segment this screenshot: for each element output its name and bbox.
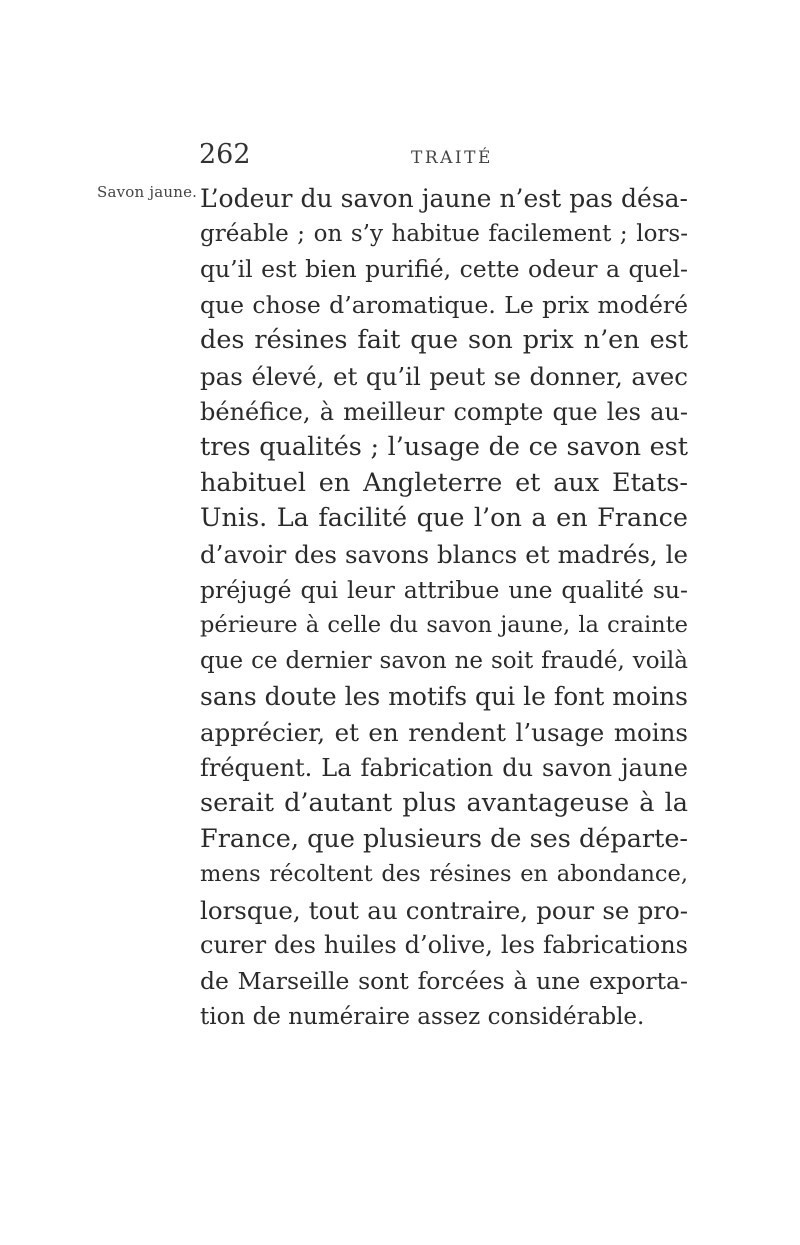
text-line: que ce dernier savon ne soit fraudé, voilà (200, 647, 688, 674)
text-line: tres qualités ; l’usage de ce savon est (200, 432, 688, 463)
text-line: préjugé qui leur attribue une qualité su- (200, 575, 688, 604)
text-line: sans doute les motifs qui le font moins (200, 682, 688, 712)
body-text (200, 181, 688, 1035)
text-line: pas élevé, et qu’il peut se donner, avec (200, 361, 688, 391)
text-line: qu’il est bien purifié, cette odeur a quel- (200, 255, 688, 284)
text-line: apprécier, et en rendent l’usage moins (200, 717, 688, 747)
text-line: habituel en Angleterre et aux Etats- (200, 467, 688, 498)
text-line: France, que plusieurs de ses départe- (200, 823, 689, 854)
text-line: mens récoltent des résines en abondance, (200, 861, 688, 888)
text-line: L’odeur du savon jaune n’est pas désa- (200, 184, 688, 213)
text-line: des résines fait que son prix n’en est (200, 325, 688, 356)
text-line: d’avoir des savons blancs et madrés, le (200, 539, 688, 569)
text-line: périeure à celle du savon jaune, la crainte (200, 612, 688, 639)
text-line: lorsque, tout au contraire, pour se pro- (200, 895, 688, 925)
text-line: bénéfice, à meilleur compte que les au- (200, 397, 688, 426)
text-line: serait d’autant plus avantageuse à la (200, 788, 688, 819)
text-line: tion de numéraire assez considérable. (200, 1003, 645, 1030)
running-head: TRAITÉ (411, 148, 493, 168)
marginal-note: Savon jaune. (97, 183, 198, 201)
text-line: curer des huiles d’olive, les fabrications (200, 931, 688, 960)
text-line: de Marseille sont forcées à une exporta- (200, 967, 688, 996)
text-line: que chose d’aromatique. Le prix modéré (200, 290, 688, 319)
text-line: gréable ; on s’y habitue facilement ; lors- (200, 220, 688, 247)
page-number: 262 (199, 139, 251, 170)
text-line: fréquent. La fabrication du savon jaune (200, 753, 688, 782)
text-line: Unis. La facilité que l’on a en France (200, 503, 688, 534)
